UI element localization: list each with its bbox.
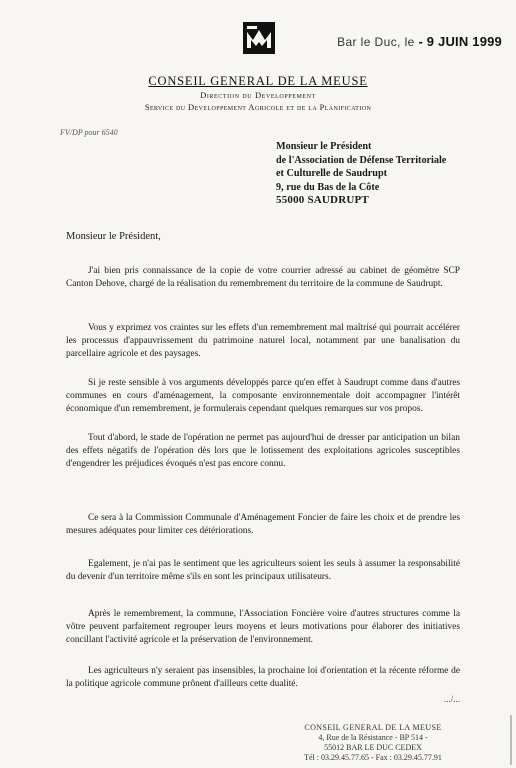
- recipient-line: Monsieur le Président: [276, 141, 372, 152]
- footer-line: 55012 BAR LE DUC CEDEX: [324, 743, 422, 752]
- place-and-date: [337, 34, 502, 49]
- footer-line: 4, Rue de la Résistance - BP 514 -: [318, 733, 428, 742]
- continuation-mark: .../...: [444, 694, 461, 704]
- service-name: Service du Developpement Agricole et de la Planification: [144, 102, 372, 112]
- body-paragraph: J'ai bien pris connaissance de la copie de votre courrier adressé au cabinet de géomètre SCP Canton Dehove, chargé de la réalisation du remembrement du territoire de la commune de Saudrupt.: [66, 266, 460, 290]
- footer-line: CONSEIL GENERAL DE LA MEUSE: [304, 723, 442, 732]
- body-paragraph: Les agriculteurs n'y seraient pas insensibles, la prochaine loi d'orientation et la récente réforme de la politique agricole commune prônent d'ailleurs cette dualité.: [66, 666, 460, 690]
- recipient-line: 9, rue du Bas de la Côte: [276, 181, 380, 193]
- body-paragraph: Si je reste sensible à vos arguments développés parce qu'en effet à Saudrupt comme dans d'autres communes en cours d'aménagement, la composante environnementale doit accompagner l'intérêt économique d'un remembrement, je formulerais cependant quelques remarques sur vos propos.: [66, 378, 460, 415]
- date-stamp: - 9 JUIN 1999: [418, 34, 502, 49]
- recipient-line: et Culturelle de Saudrupt: [276, 168, 388, 180]
- salutation: Monsieur le Président,: [66, 231, 161, 242]
- body-paragraph: Egalement, je n'ai pas le sentiment que les agriculteurs soient les seuls à assumer la responsabilité du devenir d'un territoire même s'ils en sont les principaux utilisateurs.: [66, 559, 460, 583]
- recipient-line: 55000 SAUDRUPT: [276, 194, 369, 207]
- recipient-address: [276, 140, 446, 208]
- body-paragraph: Ce sera à la Commission Communale d'Aménagement Foncier de faire les choix et de prendre les mesures adéquates pour limiter ces détériorations.: [66, 513, 460, 537]
- footer-line: Tél : 03.29.45.77.65 - Fax : 03.29.45.77.91: [304, 753, 442, 762]
- body-paragraph: Après le remembrement, la commune, l'Association Foncière voire d'autres structures comme la vôtre peuvent parfaitement regrouper leurs moyens et leurs motivations pour élaborer des initiatives concillant l'activité agricole et la préservation de l'environnement.: [66, 609, 460, 646]
- body-paragraph: Vous y exprimez vos craintes sur les effets d'un remembrement mal maîtrisé qui pourrait accélérer les processus d'appauvrissement du patrimoine naturel local, notamment par une banalisation du parcellaire agricole et des paysages.: [66, 323, 460, 360]
- footer-address: [283, 723, 463, 763]
- body-paragraph: Tout d'abord, le stade de l'opération ne permet pas aujourd'hui de dresser par anticipation un bilan des effets négatifs de l'opération dès lors que le lotissement des exploitations agricoles susceptibles d'engendrer les préjudices évoqués n'est pas encore connu.: [66, 433, 460, 470]
- direction-name: Direction du Developpement: [200, 90, 316, 100]
- letterhead: [0, 74, 516, 112]
- recipient-line: de l'Association de Défense Territoriale: [276, 154, 447, 166]
- meuse-logo-icon: [243, 22, 275, 54]
- place-label: Bar le Duc, le: [337, 35, 415, 49]
- org-name: CONSEIL GENERAL DE LA MEUSE: [148, 74, 368, 88]
- page-edge-divider: [510, 715, 512, 765]
- reference: FV/DP pour 6540: [60, 128, 118, 137]
